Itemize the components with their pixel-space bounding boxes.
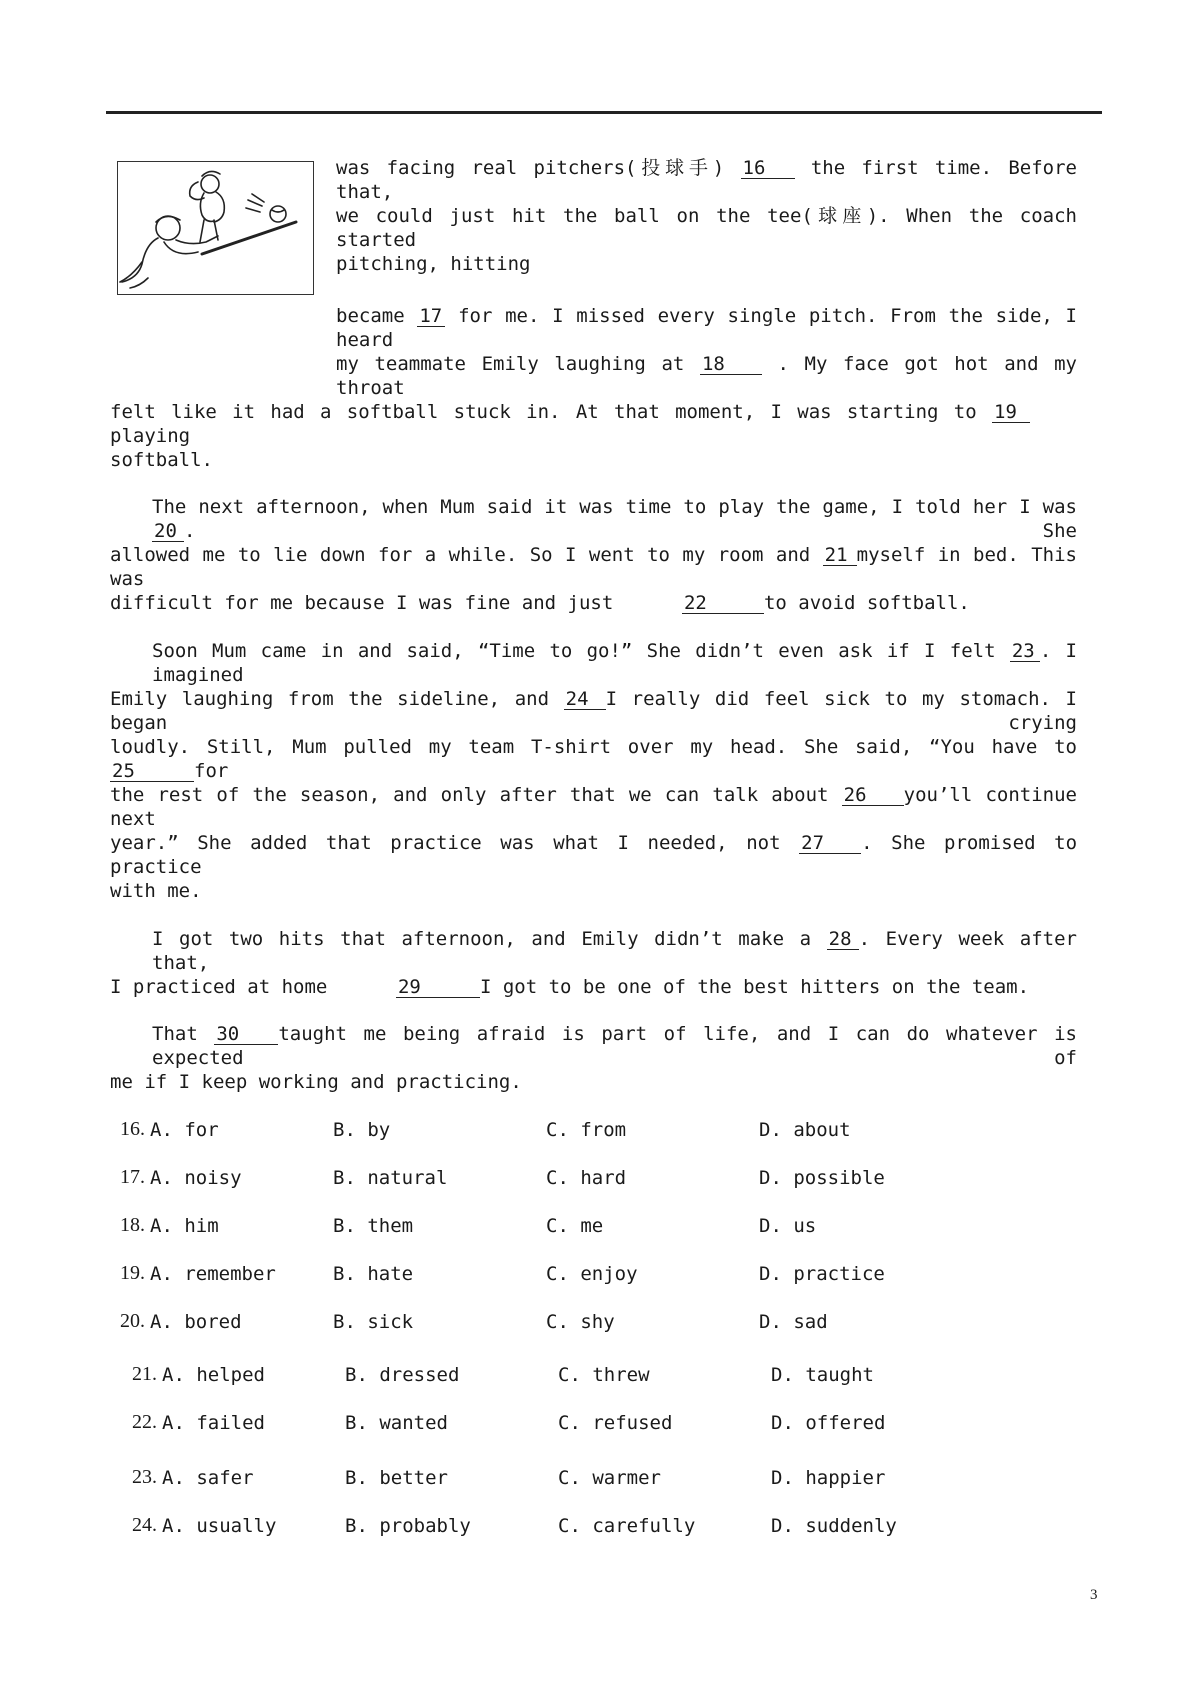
- question-number: 18.: [120, 1214, 145, 1236]
- question-number: 22.: [132, 1411, 157, 1433]
- passage-line-10: difficult for me because I was fine and just 22 to avoid softball.: [110, 592, 970, 614]
- question-number: 16.: [120, 1118, 145, 1140]
- passage-line-2: we could just hit the ball on the tee(球座). When the coach started: [336, 205, 1077, 251]
- blank-28: 28: [827, 929, 859, 950]
- passage-line-3: pitching, hitting: [336, 253, 531, 275]
- question-number: 21.: [132, 1363, 157, 1385]
- option-b: B. better: [345, 1467, 448, 1489]
- passage-line-14: the rest of the season, and only after that we can talk about 26 you’ll continue next: [110, 784, 1077, 830]
- passage-line-4: became 17 for me. I missed every single pitch. From the side, I heard: [336, 305, 1077, 351]
- blank-26: 26: [842, 785, 904, 806]
- blank-19: 19: [992, 402, 1030, 423]
- option-b: B. by: [333, 1119, 391, 1141]
- option-c: C. hard: [546, 1167, 627, 1189]
- blank-29: 29: [396, 977, 480, 998]
- option-d: D. happier: [771, 1467, 886, 1489]
- option-b: B. natural: [333, 1167, 448, 1189]
- option-c: C. me: [546, 1215, 604, 1237]
- option-c: C. enjoy: [546, 1263, 638, 1285]
- blank-16: 16: [741, 158, 795, 179]
- option-b: B. them: [333, 1215, 414, 1237]
- option-b: B. wanted: [345, 1412, 448, 1434]
- option-d: D. suddenly: [771, 1515, 897, 1537]
- option-b: B. dressed: [345, 1364, 460, 1386]
- header-rule: [106, 111, 1102, 114]
- option-c: C. from: [546, 1119, 627, 1141]
- passage-line-17: I got two hits that afternoon, and Emily didn’t make a 28 . Every week after that,: [152, 928, 1077, 974]
- passage-line-7: softball.: [110, 449, 213, 471]
- blank-17: 17: [417, 306, 445, 327]
- option-c: C. refused: [558, 1412, 673, 1434]
- blank-27: 27: [799, 833, 861, 854]
- option-d: D. taught: [771, 1364, 874, 1386]
- option-a: A. for: [150, 1119, 219, 1141]
- option-a: A. failed: [162, 1412, 265, 1434]
- option-d: D. possible: [759, 1167, 885, 1189]
- passage-line-20: me if I keep working and practicing.: [110, 1071, 522, 1093]
- option-c: C. shy: [546, 1311, 615, 1333]
- option-b: B. probably: [345, 1515, 471, 1537]
- option-d: D. sad: [759, 1311, 828, 1333]
- option-a: A. helped: [162, 1364, 265, 1386]
- option-d: D. about: [759, 1119, 851, 1141]
- passage-line-11: Soon Mum came in and said, “Time to go!” She didn’t even ask if I felt 23 . I imagined: [152, 640, 1077, 686]
- option-d: D. offered: [771, 1412, 886, 1434]
- passage-line-13: loudly. Still, Mum pulled my team T-shirt over my head. She said, “You have to 25 for: [110, 736, 1077, 782]
- passage-line-12: Emily laughing from the sideline, and 24 I really did feel sick to my stomach. I began crying: [110, 688, 1078, 734]
- question-number: 23.: [132, 1466, 157, 1488]
- option-b: B. sick: [333, 1311, 414, 1333]
- option-a: A. safer: [162, 1467, 254, 1489]
- passage-line-15: year.” She added that practice was what I needed, not 27 . She promised to practice: [110, 832, 1078, 878]
- option-a: A. him: [150, 1215, 219, 1237]
- blank-23: 23: [1010, 641, 1040, 662]
- question-number: 19.: [120, 1262, 145, 1284]
- blank-22: 22: [682, 593, 764, 614]
- passage-line-18: I practiced at home 29 I got to be one of the best hitters on the team.: [110, 976, 1030, 998]
- option-a: A. noisy: [150, 1167, 242, 1189]
- option-b: B. hate: [333, 1263, 414, 1285]
- page-number: 3: [1090, 1587, 1098, 1603]
- passage-line-8: The next afternoon, when Mum said it was time to play the game, I told her I was 20 . She: [152, 496, 1077, 542]
- softball-illustration: [117, 161, 314, 295]
- option-a: A. usually: [162, 1515, 277, 1537]
- batter-and-pitcher-icon: [118, 162, 313, 294]
- passage-line-5: my teammate Emily laughing at 18 . My face got hot and my throat: [336, 353, 1077, 399]
- passage-line-6: felt like it had a softball stuck in. At that moment, I was starting to 19 playing: [110, 400, 1030, 448]
- option-c: C. warmer: [558, 1467, 661, 1489]
- option-a: A. bored: [150, 1311, 242, 1333]
- option-d: D. us: [759, 1215, 817, 1237]
- passage-line-19: That 30 taught me being afraid is part of life, and I can do whatever is expected of: [152, 1023, 1077, 1069]
- question-number: 20.: [120, 1310, 145, 1332]
- blank-21: 21: [823, 545, 857, 566]
- option-d: D. practice: [759, 1263, 885, 1285]
- passage-line-9: allowed me to lie down for a while. So I went to my room and 21 myself in bed. This was: [110, 544, 1077, 590]
- question-number: 24.: [132, 1514, 157, 1536]
- passage-line-16: with me.: [110, 880, 202, 902]
- blank-25: 25: [110, 761, 194, 782]
- blank-18: 18: [700, 354, 762, 375]
- passage-line-1: was facing real pitchers(投球手) 16 the first time. Before that,: [336, 157, 1077, 203]
- blank-30: 30: [214, 1024, 278, 1045]
- option-c: C. carefully: [558, 1515, 696, 1537]
- question-number: 17.: [120, 1166, 145, 1188]
- option-c: C. threw: [558, 1364, 650, 1386]
- blank-24: 24: [564, 689, 606, 710]
- option-a: A. remember: [150, 1263, 276, 1285]
- blank-20: 20: [152, 521, 184, 542]
